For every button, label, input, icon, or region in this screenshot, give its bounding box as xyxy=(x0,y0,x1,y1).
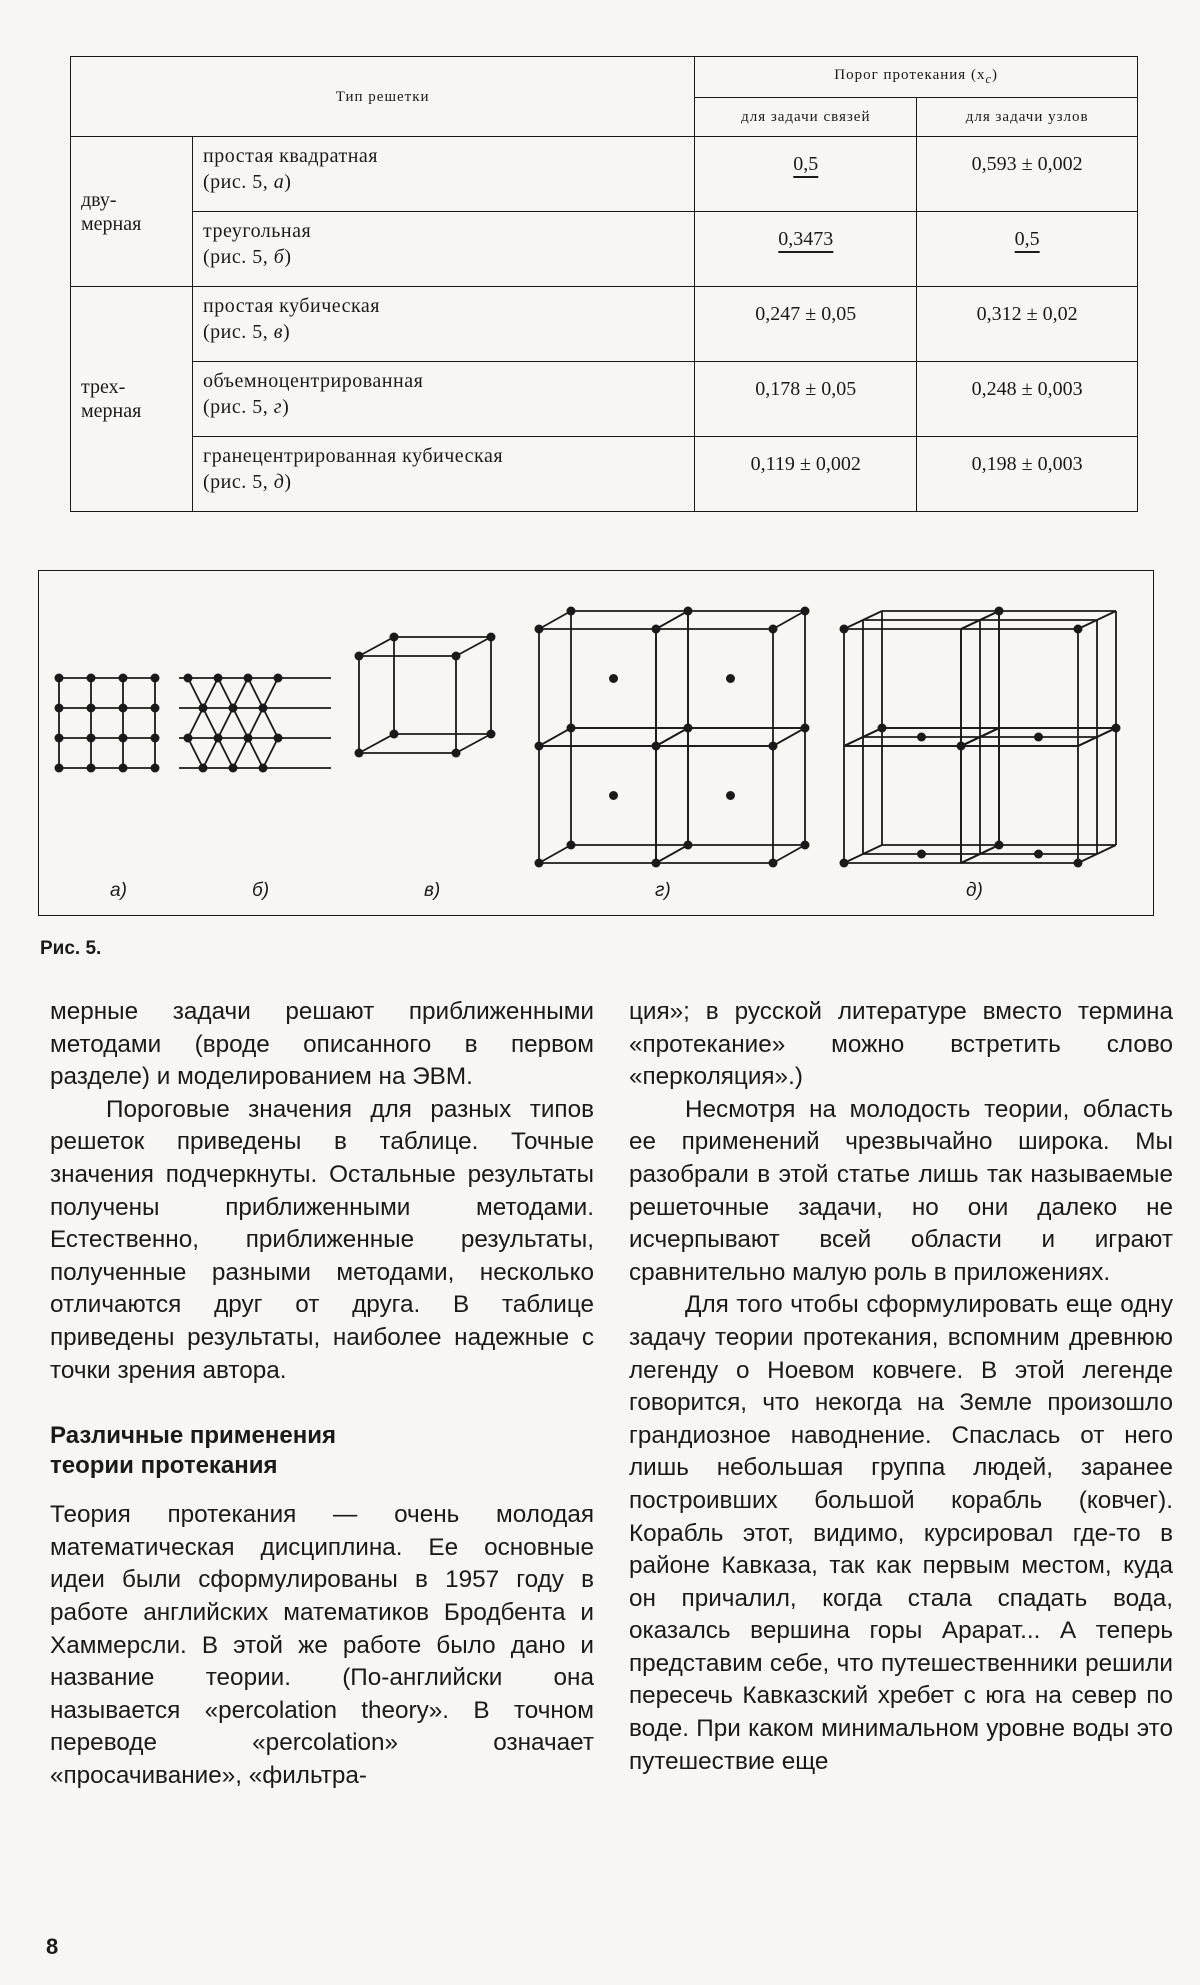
lattice-site xyxy=(184,674,193,683)
lattice-site xyxy=(1074,625,1083,634)
bond-threshold: 0,247 ± 0,05 xyxy=(695,287,917,362)
lattice-site xyxy=(214,674,223,683)
table-row xyxy=(71,287,1138,362)
table-row xyxy=(71,137,1138,212)
lattice-bond xyxy=(456,637,491,656)
lattice-bond xyxy=(218,708,233,738)
lattice-site xyxy=(684,607,693,616)
table-row xyxy=(71,437,1138,512)
subfigure-label-e: д) xyxy=(966,880,983,901)
lattice-bond xyxy=(233,678,248,708)
lattice-site xyxy=(769,742,778,751)
lattice-bond xyxy=(188,678,203,708)
section-title: Различные применения теории протекания xyxy=(50,1422,336,1480)
lattice-site xyxy=(769,625,778,634)
lattice-site xyxy=(995,607,1004,616)
lattice-site xyxy=(1034,733,1043,742)
site-threshold: 0,593 ± 0,002 xyxy=(917,137,1138,212)
lattice-bond xyxy=(656,845,688,863)
lattice-drawings xyxy=(39,571,1155,917)
lattice-name: треугольная (рис. 5, б) xyxy=(193,212,695,287)
lattice-site xyxy=(801,607,810,616)
lattice-site xyxy=(87,764,96,773)
paragraph: Пороговые значения для разных типов решеток приведены в таблице. Точные значения подчеркнуты. Остальные результаты получены приближенными методами. Естественно, приближенные результаты, полученные разными методами, несколько отличаются друг от друга. В таблице приведены результаты, наиболее надежные с точки зрения автора. xyxy=(50,1095,594,1384)
lattice-site xyxy=(274,734,283,743)
paragraph: Несмотря на молодость теории, область ее применений чрезвычайно широка. Мы разобрали в этой статье лишь так называемые решеточные задачи, но они далеко не исчерпывают всей области и играют сравнительно малую роль в приложениях. xyxy=(629,1095,1173,1286)
lattice-bond xyxy=(773,728,805,746)
lattice-site xyxy=(726,674,735,683)
lattice-name: простая кубическая (рис. 5, в) xyxy=(193,287,695,362)
subfigure-label-c: в) xyxy=(424,880,441,901)
lattice-site xyxy=(87,674,96,683)
lattice-site xyxy=(917,733,926,742)
right-column xyxy=(629,996,1173,1778)
dimension-2d: дву- мерная xyxy=(71,137,193,287)
lattice-site xyxy=(1112,724,1121,733)
bond-threshold: 0,178 ± 0,05 xyxy=(695,362,917,437)
lattice-bond xyxy=(248,708,263,738)
figure-caption: Рис. 5. xyxy=(40,938,102,959)
lattice-site xyxy=(259,764,268,773)
site-threshold: 0,312 ± 0,02 xyxy=(917,287,1138,362)
lattice-site xyxy=(119,704,128,713)
page-number: 8 xyxy=(46,1934,59,1959)
square-lattice xyxy=(55,674,160,773)
lattice-bond xyxy=(203,708,218,738)
lattice-bond xyxy=(233,738,248,768)
left-column xyxy=(50,996,594,1792)
percolation-threshold-table xyxy=(70,56,1138,512)
lattice-site xyxy=(609,674,618,683)
lattice-site xyxy=(652,625,661,634)
lattice-site xyxy=(355,749,364,758)
lattice-site xyxy=(390,730,399,739)
lattice-site xyxy=(55,734,64,743)
site-threshold: 0,248 ± 0,003 xyxy=(917,362,1138,437)
lattice-bond xyxy=(359,734,394,753)
lattice-site xyxy=(1074,859,1083,868)
lattice-site xyxy=(199,704,208,713)
lattice-site xyxy=(151,704,160,713)
lattice-site xyxy=(55,674,64,683)
lattice-site xyxy=(840,859,849,868)
site-threshold: 0,5 xyxy=(917,212,1138,287)
lattice-site xyxy=(567,841,576,850)
lattice-bond xyxy=(188,708,203,738)
lattice-name: простая квадратная (рис. 5, а) xyxy=(193,137,695,212)
lattice-bond xyxy=(248,738,263,768)
lattice-site xyxy=(652,859,661,868)
lattice-bond xyxy=(456,734,491,753)
lattice-site xyxy=(244,674,253,683)
lattice-figure xyxy=(38,570,1154,916)
lattice-bond xyxy=(539,728,571,746)
lattice-site xyxy=(214,734,223,743)
lattice-bond xyxy=(773,845,805,863)
lattice-site xyxy=(917,850,926,859)
subfigure-label-d: г) xyxy=(655,880,671,901)
dimension-3d: трех- мерная xyxy=(71,287,193,512)
lattice-bond xyxy=(203,678,218,708)
lattice-site xyxy=(684,724,693,733)
lattice-site xyxy=(355,652,364,661)
lattice-site xyxy=(119,674,128,683)
lattice-bond xyxy=(539,845,571,863)
lattice-site xyxy=(452,749,461,758)
lattice-bond xyxy=(656,728,688,746)
header-bond-problem: для задачи связей xyxy=(695,98,917,137)
lattice-name: объемноцентрированная (рис. 5, г) xyxy=(193,362,695,437)
lattice-bond xyxy=(263,678,278,708)
subfigure-label-a: а) xyxy=(110,880,127,901)
lattice-site xyxy=(769,859,778,868)
lattice-name: гранецентрированная кубическая (рис. 5, д) xyxy=(193,437,695,512)
lattice-site xyxy=(259,704,268,713)
bond-threshold: 0,5 xyxy=(695,137,917,212)
lattice-site xyxy=(452,652,461,661)
lattice-site xyxy=(274,674,283,683)
lattice-site xyxy=(119,764,128,773)
header-site-problem: для задачи узлов xyxy=(917,98,1138,137)
lattice-bond xyxy=(539,611,571,629)
paragraph: ция»; в русской литературе вместо термина «протекание» можно встретить слово «перколяция».) xyxy=(629,998,1173,1091)
lattice-site xyxy=(652,742,661,751)
lattice-site xyxy=(567,724,576,733)
lattice-site xyxy=(244,734,253,743)
lattice-bond xyxy=(263,738,278,768)
lattice-site xyxy=(55,764,64,773)
bond-threshold: 0,3473 xyxy=(695,212,917,287)
paragraph: Для того чтобы сформулировать еще одну задачу теории протекания, вспомним древнюю легенду о Ноевом ковчеге. В этой легенде говорится, что некогда на Земле произошло грандиозное наводнение. Спаслась от него лишь небольшая группа людей, заранее построивших большой корабль (ковчег). Корабль этот, видимо, курсировал где-то в районе Кавказа, так как первым местом, куда он причалил, когда стала спадать вода, оказалсь вершина горы Арарат... А теперь представим себе, что путешественники решили пересечь Кавказский хребет с юга на север по воде. При каком минимальном уровне воды это путешествие еще xyxy=(629,1291,1173,1775)
lattice-bond xyxy=(656,611,688,629)
lattice-site xyxy=(684,841,693,850)
lattice-bond xyxy=(203,738,218,768)
table-row xyxy=(71,212,1138,287)
lattice-site xyxy=(87,704,96,713)
triangular-lattice xyxy=(179,674,331,773)
paragraph: Теория протекания — очень молодая математическая дисциплина. Ее основные идеи были сформулированы в 1957 году в работе английских математиков Бродбента и Хаммерсли. В этой же работе было дано и название теории. (По-английски она называется «percolation theory». В точном переводе «percolation» означает «просачивание», «фильтра- xyxy=(50,1501,594,1789)
fcc-lattice xyxy=(840,607,1121,868)
lattice-site xyxy=(487,730,496,739)
header-lattice-type: Тип решетки xyxy=(71,57,695,137)
lattice-site xyxy=(184,734,193,743)
lattice-site xyxy=(801,841,810,850)
lattice-bond xyxy=(263,708,278,738)
lattice-site xyxy=(119,734,128,743)
lattice-site xyxy=(609,791,618,800)
lattice-site xyxy=(726,791,735,800)
lattice-bond xyxy=(248,678,263,708)
lattice-site xyxy=(957,742,966,751)
lattice-site xyxy=(535,742,544,751)
lattice-site xyxy=(995,841,1004,850)
lattice-site xyxy=(1034,850,1043,859)
lattice-bond xyxy=(233,708,248,738)
lattice-site xyxy=(535,625,544,634)
bcc-lattice xyxy=(535,607,810,868)
bond-threshold: 0,119 ± 0,002 xyxy=(695,437,917,512)
header-threshold-subscript: c xyxy=(985,72,993,86)
lattice-bond xyxy=(359,637,394,656)
lattice-site xyxy=(487,633,496,642)
lattice-site xyxy=(87,734,96,743)
lattice-site xyxy=(199,764,208,773)
lattice-site xyxy=(840,625,849,634)
lattice-site xyxy=(229,704,238,713)
simple-cubic-lattice xyxy=(355,633,496,758)
subfigure-label-b: б) xyxy=(252,880,270,901)
lattice-site xyxy=(801,724,810,733)
lattice-site xyxy=(151,734,160,743)
table-row xyxy=(71,362,1138,437)
lattice-bond xyxy=(218,738,233,768)
lattice-bond xyxy=(773,611,805,629)
paragraph: мерные задачи решают приближенными методами (вроде описанного в первом разделе) и моделированием на ЭВМ. xyxy=(50,998,594,1091)
lattice-bond xyxy=(188,738,203,768)
lattice-site xyxy=(390,633,399,642)
lattice-site xyxy=(878,724,887,733)
header-threshold: Порог протекания $(x_c)$ xyxy=(695,57,1138,98)
lattice-site xyxy=(567,607,576,616)
lattice-site xyxy=(151,764,160,773)
lattice-site xyxy=(55,704,64,713)
lattice-site xyxy=(535,859,544,868)
lattice-site xyxy=(151,674,160,683)
lattice-bond xyxy=(218,678,233,708)
lattice-site xyxy=(229,764,238,773)
site-threshold: 0,198 ± 0,003 xyxy=(917,437,1138,512)
